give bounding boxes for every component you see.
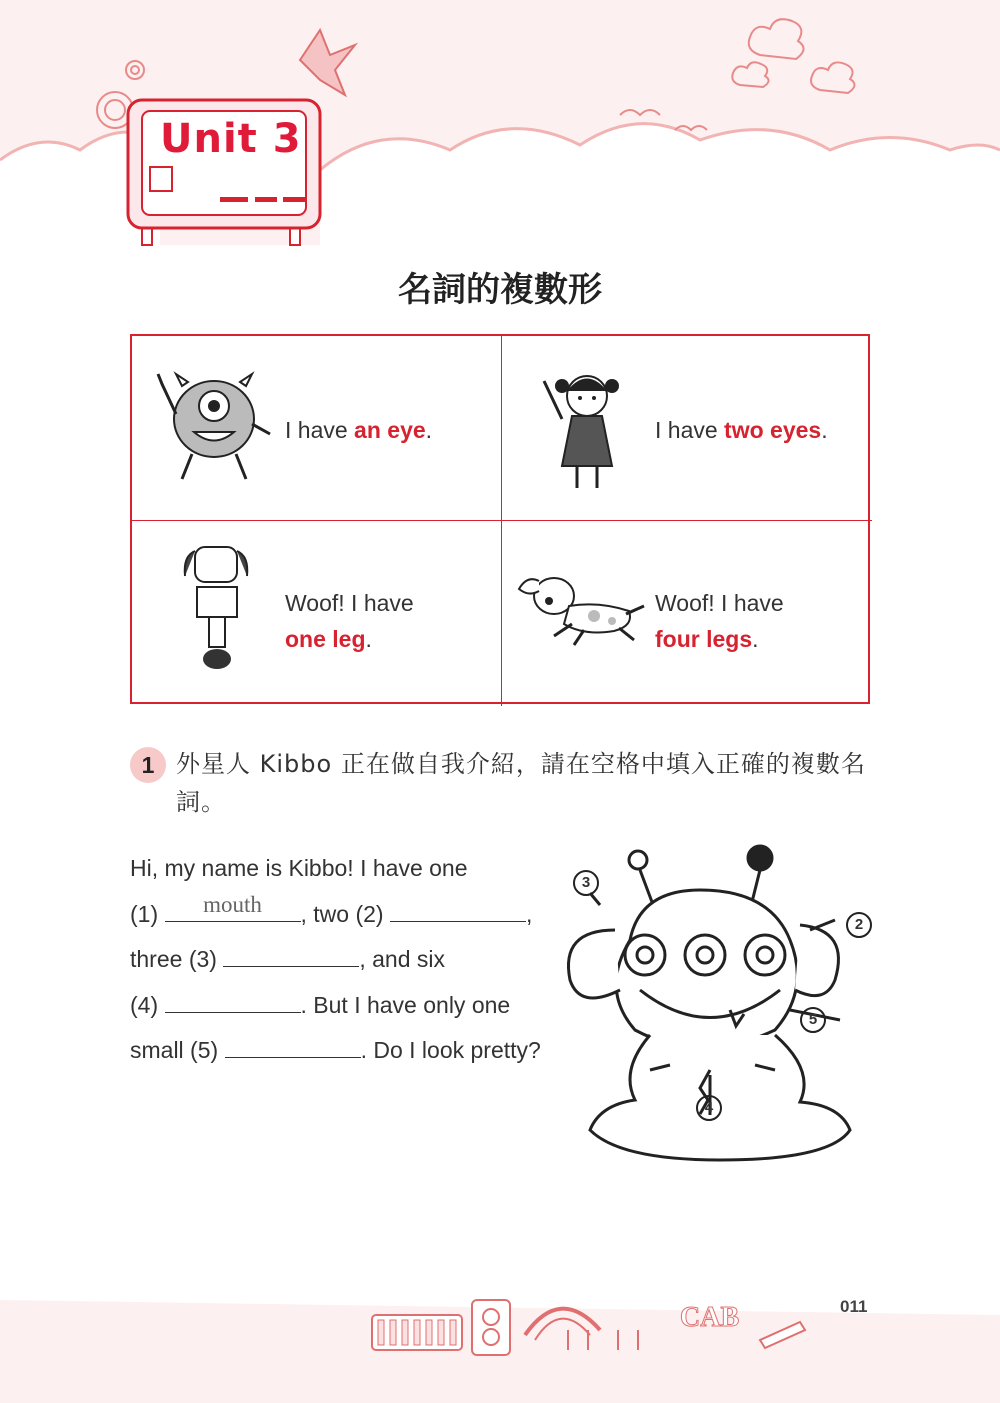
sentence-text: I have <box>285 417 355 443</box>
sentence-end: . <box>365 626 372 652</box>
passage-line-5 <box>130 1032 580 1078</box>
footer-decor-letters: CAB <box>680 1302 740 1333</box>
highlight-four-legs: four legs <box>655 626 753 652</box>
blank-5[interactable] <box>225 1035 361 1058</box>
passage-text: three (3) <box>130 946 224 972</box>
blank-3[interactable] <box>223 944 359 967</box>
passage-text: , two (2) <box>300 900 390 927</box>
grid-cell-an-eye <box>132 336 502 521</box>
grid-cell-one-leg <box>132 521 502 706</box>
sentence-four-legs <box>655 585 784 657</box>
one-eyed-monster-illustration <box>152 364 282 494</box>
highlight-one-leg: one leg <box>285 626 366 652</box>
exercise-instruction: 外星人 Kibbo 正在做自我介紹，請在空格中填入正確的複數名詞。 <box>176 750 866 816</box>
passage-text: . But I have only one <box>300 991 511 1018</box>
callout-4: 4 <box>696 1095 722 1121</box>
callout-5: 5 <box>800 1007 826 1033</box>
sentence-two-eyes <box>655 412 828 448</box>
passage-line-4 <box>130 987 580 1033</box>
answer-1: mouth <box>203 891 262 917</box>
blank-4[interactable] <box>165 990 301 1013</box>
exercise-number-badge: 1 <box>130 747 166 783</box>
grid-cell-four-legs <box>502 521 872 706</box>
fill-in-passage <box>130 850 580 1078</box>
passage-text: , and six <box>359 946 445 972</box>
passage-text: Hi, my name is Kibbo! I have one <box>130 855 468 881</box>
sentence-text: I have <box>655 417 725 443</box>
passage-text: . Do I look pretty? <box>360 1037 541 1063</box>
highlight-two-eyes: two eyes <box>724 417 822 443</box>
blank-1[interactable] <box>165 891 301 922</box>
sentence-an-eye <box>285 412 432 448</box>
sentence-end: . <box>821 417 828 443</box>
passage-text: (4) <box>130 991 165 1018</box>
sentence-end: . <box>752 626 759 652</box>
sentence-end: . <box>425 417 433 443</box>
passage-text: (1) <box>130 900 165 927</box>
unit-title: Unit 3 <box>160 116 302 162</box>
passage-text: small (5) <box>130 1037 225 1063</box>
passage-line-3 <box>130 941 580 987</box>
robot-dog-illustration <box>177 539 257 689</box>
sentence-text: Woof! I have <box>285 590 414 616</box>
page-heading: 名詞的複數形 <box>398 270 602 310</box>
highlight-an-eye: an eye <box>354 417 426 443</box>
passage-line-2 <box>130 891 580 942</box>
grid-cell-two-eyes <box>502 336 872 521</box>
page-number: 011 <box>840 1297 868 1316</box>
kibbo-alien-illustration <box>560 840 880 1170</box>
callout-2: 2 <box>846 912 872 938</box>
sentence-one-leg <box>285 585 414 657</box>
example-grid <box>130 334 870 704</box>
passage-text: , <box>525 900 533 927</box>
girl-with-pigtails-illustration <box>532 361 642 496</box>
running-dog-illustration <box>514 566 654 656</box>
blank-2[interactable] <box>390 899 526 922</box>
callout-3: 3 <box>573 870 599 896</box>
sentence-text: Woof! I have <box>655 590 784 616</box>
